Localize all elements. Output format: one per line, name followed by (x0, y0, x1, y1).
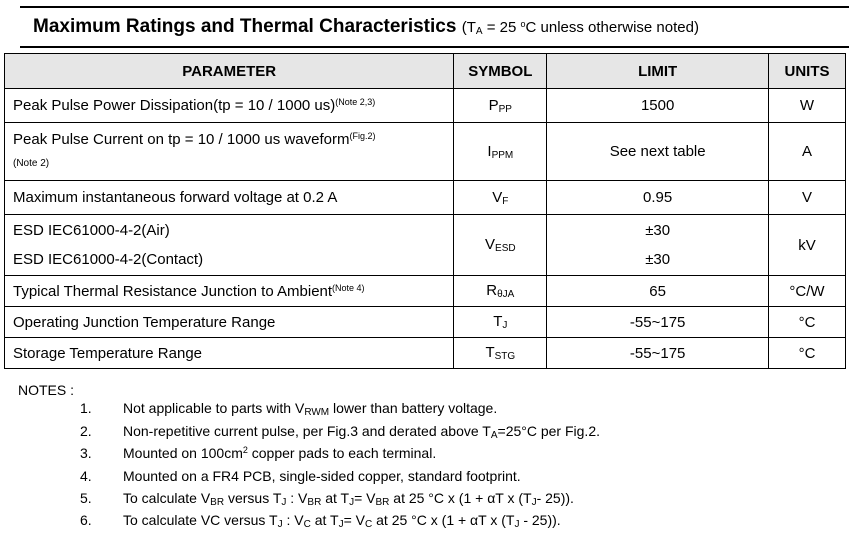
table-header (5, 54, 846, 89)
note-number: 3. (80, 445, 92, 461)
note-text: Mounted on a FR4 PCB, single-sided copper, standard footprint. (123, 468, 521, 484)
table-row (5, 215, 846, 276)
parameter-cell: Peak Pulse Power Dissipation(tp = 10 / 1000 us)$^{(Note 2,3)}$ (5, 89, 454, 123)
symbol-cell: $V_F$ (454, 181, 547, 215)
note-number: 4. (80, 468, 92, 484)
header-parameter: PARAMETER (5, 54, 454, 89)
header-units: UNITS (769, 54, 846, 89)
note-number: 2. (80, 423, 92, 439)
symbol-cell: $P_{PP}$ (454, 89, 547, 123)
limit-cell: ±30 ±30 (547, 215, 769, 276)
unit-cell: °C/W (769, 276, 846, 307)
notes-heading: NOTES : (18, 382, 75, 398)
note-text: To calculate VC versus $T_J$ : $V_C$ at $T_J= V_C$ at 25 °C x (1 + αT x $(T_J - 25)$). (123, 512, 561, 530)
header-symbol: SYMBOL (454, 54, 547, 89)
title-condition: ($T_A = 25$ $^o$C unless otherwise noted) (461, 19, 699, 37)
symbol-cell: $T_{STG}$ (454, 338, 547, 369)
symbol-cell: $V_{ESD}$ (454, 215, 547, 276)
note-number: 6. (80, 512, 92, 528)
header-limit: LIMIT (547, 54, 769, 89)
limit-cell: See next table (547, 123, 769, 181)
parameter-cell: Storage Temperature Range (5, 338, 454, 369)
parameter-cell: ESD IEC61000-4-2(Air) ESD IEC61000-4-2(Contact) (5, 215, 454, 276)
parameter-cell: Maximum instantaneous forward voltage at 0.2 A (5, 181, 454, 215)
table-row (5, 181, 846, 215)
limit-cell: 1500 (547, 89, 769, 123)
limit-cell: 0.95 (547, 181, 769, 215)
note-text: Mounted on $100cm^2$ copper pads to each terminal. (123, 445, 437, 461)
limit-cell: 65 (547, 276, 769, 307)
unit-cell: W (769, 89, 846, 123)
title-rule (20, 46, 849, 48)
note-text: Not applicable to parts with $V_{RWM}$ lower than battery voltage. (123, 400, 498, 418)
table-row (5, 307, 846, 338)
title-text: Maximum Ratings and Thermal Characteristics (33, 16, 457, 37)
unit-cell: V (769, 181, 846, 215)
unit-cell: °C (769, 338, 846, 369)
parameter-cell: Typical Thermal Resistance Junction to Ambient$^{(Note 4)}$ (5, 276, 454, 307)
table-row (5, 276, 846, 307)
unit-cell: A (769, 123, 846, 181)
note-text: Non-repetitive current pulse, per Fig.3 and derated above $T_A=25^\circ C$ per Fig.2. (123, 423, 600, 441)
table-row (5, 123, 846, 181)
parameter-cell: Operating Junction Temperature Range (5, 307, 454, 338)
top-rule (20, 6, 849, 8)
symbol-cell: $R_{\theta JA}$ (454, 276, 547, 307)
limit-cell: -55~175 (547, 338, 769, 369)
ratings-table (4, 53, 846, 369)
table-row (5, 89, 846, 123)
note-number: 1. (80, 400, 92, 416)
section-title (33, 16, 699, 38)
unit-cell: kV (769, 215, 846, 276)
note-number: 5. (80, 490, 92, 506)
limit-cell: -55~175 (547, 307, 769, 338)
symbol-cell: $I_{PPM}$ (454, 123, 547, 181)
note-text: To calculate $V_{BR}$ versus $T_J$ : $V_{BR}$ at $T_J= V_{BR}$ at 25 °C x (1 + αT x ($T_J-$ 25)). (123, 490, 574, 508)
parameter-cell: Peak Pulse Current on tp = 10 / 1000 us waveform$^{(Fig.2)}$ (Note 2) (5, 123, 454, 181)
unit-cell: °C (769, 307, 846, 338)
symbol-cell: $T_J$ (454, 307, 547, 338)
table-row (5, 338, 846, 369)
